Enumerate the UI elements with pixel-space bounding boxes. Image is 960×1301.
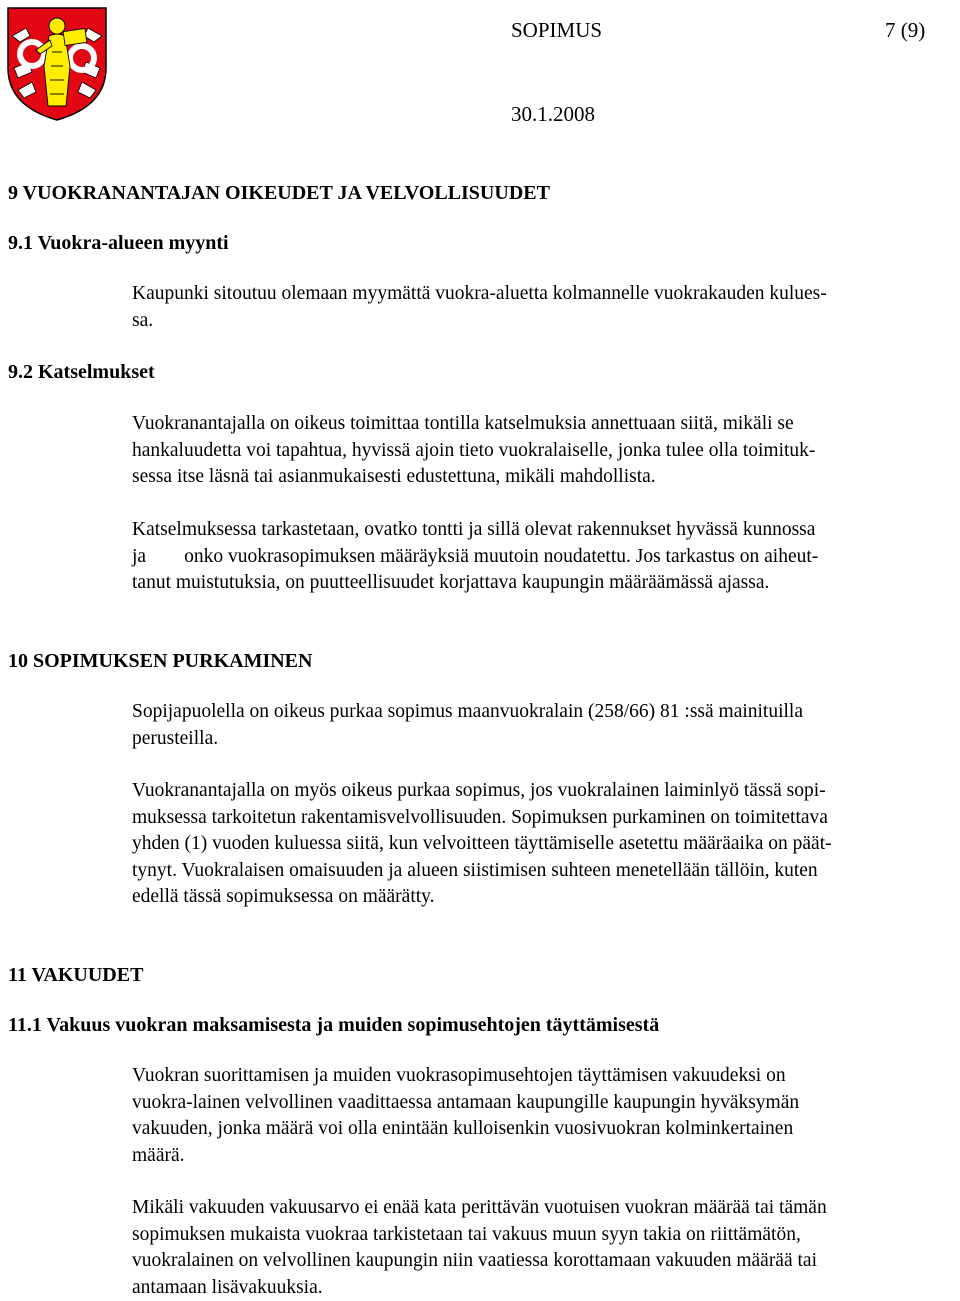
section-11-heading: 11 VAKUUDET: [8, 964, 143, 987]
paragraph-text: onko vuokrasopimuksen määräyksiä muutoin noudatettu. Jos tarkastus on aiheut-: [184, 546, 818, 567]
paragraph-line: Kaupunki sitoutuu olemaan myymättä vuokra-aluetta kolmannelle vuokrakauden kulues-: [132, 281, 827, 308]
coat-of-arms-logo: [6, 6, 108, 122]
paragraph-line: [132, 544, 818, 571]
paragraph-line: perusteilla.: [132, 726, 803, 753]
section-9-2-paragraph-1: [132, 411, 815, 491]
paragraph-line: vuokralainen on velvollinen kaupungin niin vaatiessa korottamaan vakuuden määrää tai: [132, 1248, 827, 1275]
paragraph-line: määrä.: [132, 1143, 799, 1170]
paragraph-line: hankaluudetta voi tapahtua, hyvissä ajoin tieto vuokralaiselle, jonka tulee olla toimituk-: [132, 438, 815, 465]
paragraph-line: antamaan lisävakuuksia.: [132, 1275, 827, 1301]
paragraph-line: Vuokranantajalla on oikeus toimittaa tontilla katselmuksia annettuaan siitä, mikäli se: [132, 411, 815, 438]
paragraph-line: edellä tässä sopimuksessa on määrätty.: [132, 884, 832, 911]
section-9-2-paragraph-2: [132, 517, 818, 597]
section-10-paragraph-2: [132, 778, 832, 911]
paragraph-line: vuokra-lainen velvollinen vaadittaessa antamaan kaupungille kaupungin hyväksymän: [132, 1090, 799, 1117]
paragraph-line: Vuokranantajalla on myös oikeus purkaa sopimus, jos vuokralainen laiminlyö tässä sopi-: [132, 778, 832, 805]
section-9-2-heading: 9.2 Katselmukset: [8, 361, 155, 384]
paragraph-line: tynyt. Vuokralaisen omaisuuden ja alueen siistimisen suhteen menetellään tällöin, kuten: [132, 858, 832, 885]
paragraph-line: muksessa tarkoitetun rakentamisvelvollisuuden. Sopimuksen purkaminen on toimitettava: [132, 805, 832, 832]
section-9-1-paragraph: [132, 281, 827, 334]
paragraph-line: Katselmuksessa tarkastetaan, ovatko tontti ja sillä olevat rakennukset hyvässä kunnossa: [132, 517, 818, 544]
paragraph-line: Sopijapuolella on oikeus purkaa sopimus maanvuokralain (258/66) 81 :ssä mainituilla: [132, 699, 803, 726]
section-11-1-paragraph-2: [132, 1195, 827, 1301]
section-10-paragraph-1: [132, 699, 803, 752]
paragraph-line: Mikäli vakuuden vakuusarvo ei enää kata perittävän vuotuisen vuokran määrää tai tämän: [132, 1195, 827, 1222]
section-9-heading: 9 VUOKRANANTAJAN OIKEUDET JA VELVOLLISUUDET: [8, 182, 550, 205]
document-date: 30.1.2008: [511, 102, 595, 127]
paragraph-line: sa.: [132, 308, 827, 335]
section-11-1-paragraph-1: [132, 1063, 799, 1169]
paragraph-line: sessa itse läsnä tai asianmukaisesti edustettuna, mikäli mahdollista.: [132, 464, 815, 491]
paragraph-word: ja: [132, 546, 146, 567]
paragraph-line: sopimuksen mukaista vuokraa tarkistetaan tai vakuus muun syyn takia on riittämätön,: [132, 1222, 827, 1249]
document-title: SOPIMUS: [511, 18, 602, 43]
paragraph-line: yhden (1) vuoden kuluessa siitä, kun velvoitteen täyttämiselle asetettu määräaika on päät-: [132, 831, 832, 858]
page-number: 7 (9): [885, 18, 925, 43]
section-10-heading: 10 SOPIMUKSEN PURKAMINEN: [8, 650, 312, 673]
paragraph-line: Vuokran suorittamisen ja muiden vuokrasopimusehtojen täyttämisen vakuudeksi on: [132, 1063, 799, 1090]
section-11-1-heading: 11.1 Vakuus vuokran maksamisesta ja muiden sopimusehtojen täyttämisestä: [8, 1014, 659, 1037]
section-9-1-heading: 9.1 Vuokra-alueen myynti: [8, 232, 229, 255]
paragraph-line: tanut muistutuksia, on puutteellisuudet korjattava kaupungin määräämässä ajassa.: [132, 570, 818, 597]
paragraph-line: vakuuden, jonka määrä voi olla enintään kulloisenkin vuosivuokran kolminkertainen: [132, 1116, 799, 1143]
